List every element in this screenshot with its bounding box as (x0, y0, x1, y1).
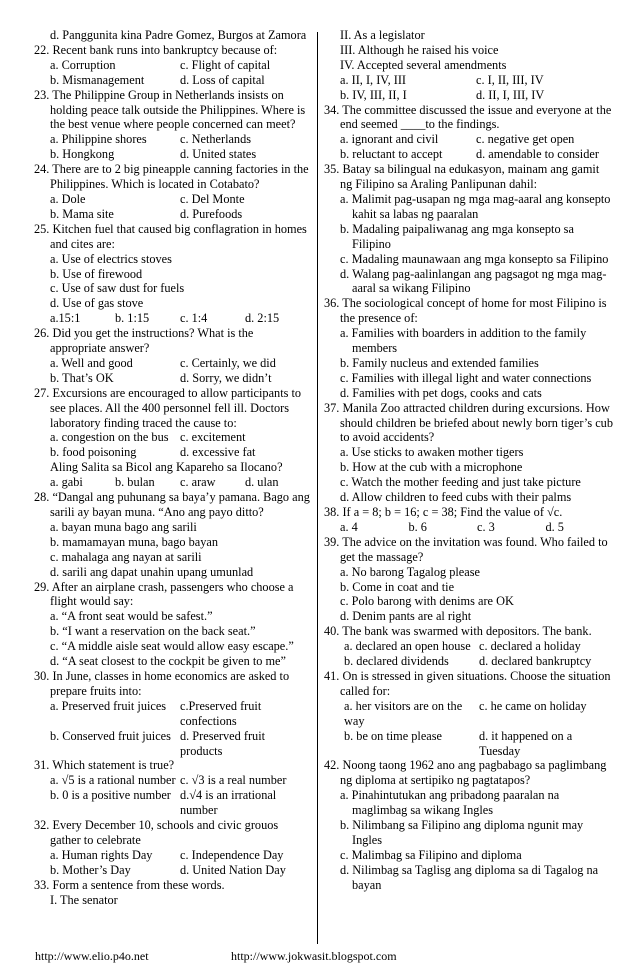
question-stem: 25. Kitchen fuel that caused big conflagration in homes and cites are: (34, 221, 307, 251)
answer-option: b. reluctant to accept (340, 147, 443, 162)
answer-options-row (34, 207, 310, 222)
answer-option: b. 6 (408, 519, 427, 534)
answer-option: d. declared bankruptcy (479, 654, 592, 669)
answer-option: a. Corruption (50, 57, 116, 72)
answer-options-row (324, 520, 614, 535)
answer-options-row (34, 73, 310, 88)
answer-option: c. Watch the mother feeding and just take picture (340, 475, 581, 490)
answer-option: d. Loss of capital (180, 72, 265, 87)
answer-option: c. he came on holiday (479, 698, 587, 713)
answer-options-row (324, 88, 614, 103)
answer-option: d. 5 (545, 519, 564, 534)
answer-options-row (34, 132, 310, 147)
question-stem: 33. Form a sentence from these words. (34, 877, 225, 892)
answer-option: b. Mother’s Day (50, 862, 131, 877)
answer-option: d. Use of gas stove (50, 296, 144, 311)
answer-option: a. bayan muna bago ang sarili (50, 519, 197, 534)
question-stem: 30. In June, classes in home economics are asked to prepare fruits into: (34, 668, 290, 698)
answer-option: c. excitement (180, 430, 246, 445)
answer-option: IV. Accepted several amendments (340, 57, 507, 72)
answer-option: b. bulan (115, 475, 155, 490)
answer-options-row (324, 639, 614, 654)
answer-option: b. Conserved fruit juices (50, 728, 171, 743)
answer-option: c. √3 is a real number (180, 773, 287, 788)
answer-option: d. United Nation Day (180, 862, 286, 877)
footer-left-url[interactable]: http://www.elio.p4o.net (35, 949, 149, 963)
question-stem: 24. There are to 2 big pineapple canning factories in the Philippines. Which is located in Cotabato? (34, 162, 309, 192)
answer-option: c. Flight of capital (180, 57, 271, 72)
answer-option: c. mahalaga ang nayan at sarili (50, 549, 202, 564)
answer-option: d. Purefoods (180, 206, 243, 221)
answer-option: d. Families with pet dogs, cooks and cats (340, 385, 542, 400)
answer-option: c. Use of saw dust for fuels (50, 281, 185, 296)
answer-option: I. The senator (50, 892, 118, 907)
answer-options-row (324, 654, 614, 669)
answer-options-row (324, 729, 614, 759)
question-stem: 41. On is stressed in given situations. Choose the situation called for: (324, 668, 611, 698)
answer-options-row (34, 430, 310, 445)
answer-options-row (34, 356, 310, 371)
answer-option: d. Sorry, we didn’t (180, 370, 272, 385)
answer-option: a. Human rights Day (50, 847, 153, 862)
question-stem: 26. Did you get the instructions? What is the appropriate answer? (34, 326, 254, 356)
question-stem: 34. The committee discussed the issue and everyone at the end seemed ____to the findings. (324, 102, 612, 132)
question-stem: 31. Which statement is true? (34, 758, 175, 773)
answer-option: c.Preserved fruit confections (180, 698, 262, 728)
answer-option: d. 2:15 (245, 311, 280, 326)
answer-option: a. her visitors are on the way (344, 698, 463, 728)
answer-options-row (34, 311, 310, 326)
answer-options-row (34, 475, 310, 490)
answer-option: b. IV, III, II, I (340, 87, 407, 102)
answer-option: b. Use of firewood (50, 266, 143, 281)
answer-option: d. II, I, III, IV (476, 87, 545, 102)
answer-option: b. “I want a reservation on the back seat.” (50, 624, 256, 639)
answer-option: d.√4 is an irrational number (180, 788, 277, 818)
question-stem: 40. The bank was swarmed with depositors. The bank. (324, 624, 592, 639)
answer-option: b. Mismanagement (50, 72, 145, 87)
answer-option: c. araw (180, 475, 216, 490)
question-stem: 29. After an airplane crash, passengers who choose a flight would say: (34, 579, 294, 609)
answer-option: a. Malimit pag-usapan ng mga mag-aaral ang konsepto kahit sa labas ng paaralan (340, 191, 611, 221)
answer-option: d. excessive fat (180, 445, 256, 460)
question-stem: 22. Recent bank runs into bankruptcy because of: (34, 42, 278, 57)
answer-option: c. Malimbag sa Filipino and diploma (340, 847, 522, 862)
question-stem: 27. Excursions are encouraged to allow participants to see places. All the 400 personnel fell ill. Doctors laboratory finding traced the cause to: (34, 385, 302, 430)
answer-option: c. Independence Day (180, 847, 284, 862)
answer-option: b. declared dividends (344, 654, 449, 669)
answer-option: III. Although he raised his voice (340, 42, 499, 57)
answer-option: b. food poisoning (50, 445, 137, 460)
answer-option: c. negative get open (476, 132, 575, 147)
answer-option: d. United states (180, 147, 257, 162)
answer-option: d. amendable to consider (476, 147, 599, 162)
answer-option: d. Denim pants are al right (340, 609, 472, 624)
answer-option: a. declared an open house (344, 639, 471, 654)
answer-option: a.15:1 (50, 311, 81, 326)
answer-option: a. II, I, IV, III (340, 72, 407, 87)
answer-option: a. Well and good (50, 355, 133, 370)
answer-option: a. Dole (50, 191, 86, 206)
answer-option: b. Hongkong (50, 147, 115, 162)
answer-options-row (34, 788, 310, 818)
answer-option: b. 0 is a positive number (50, 788, 171, 803)
answer-option: a. Philippine shores (50, 132, 147, 147)
answer-options-row (34, 699, 310, 729)
answer-options-row (34, 371, 310, 386)
answer-option: c. Polo barong with denims are OK (340, 594, 514, 609)
answer-options-row (34, 192, 310, 207)
answer-option: d. Walang pag-aalinlangan ang pagsagot ng mga mag-aaral sa wikang Filipino (340, 266, 607, 296)
answer-option: a. congestion on the bus (50, 430, 169, 445)
answer-option: a. Use sticks to awaken mother tigers (340, 445, 524, 460)
answer-options-row (324, 699, 614, 729)
right-column (324, 28, 614, 893)
answer-option: II. As a legislator (340, 28, 425, 42)
answer-option: d. Allow children to feed cubs with their palms (340, 490, 572, 505)
answer-option: b. Come in coat and tie (340, 579, 455, 594)
question-stem: 36. The sociological concept of home for most Filipino is the presence of: (324, 296, 607, 326)
answer-option: b. That’s OK (50, 370, 114, 385)
answer-option: b. 1:15 (115, 311, 150, 326)
answer-option: c. 3 (477, 519, 495, 534)
question-stem: 38. If a = 8; b = 16; c = 38; Find the value of √c. (324, 505, 563, 519)
answer-option: b. How at the cub with a microphone (340, 460, 523, 475)
answer-option: a. “A front seat would be safest.” (50, 609, 213, 624)
answer-option: c. Families with illegal light and water connections (340, 370, 592, 385)
answer-option: b. Madaling paipaliwanag ang mga konsepto sa Filipino (340, 221, 574, 251)
answer-option: d. “A seat closest to the cockpit be given to me” (50, 654, 286, 669)
answer-option: b. Mama site (50, 206, 114, 221)
answer-option: a. Use of electrics stoves (50, 251, 172, 266)
answer-options-row (34, 147, 310, 162)
question-stem: 28. “Dangal ang puhunang sa baya’y pamana. Bago ang sarili ay bayan muna. “Ano ang payo ditto? (34, 490, 310, 519)
answer-options-row (324, 147, 614, 162)
answer-option: c. Del Monte (180, 191, 245, 206)
answer-option: c. declared a holiday (479, 639, 581, 654)
answer-options-row (34, 848, 310, 863)
answer-option: b. be on time please (344, 728, 443, 743)
answer-option: d. ulan (245, 475, 279, 490)
answer-options-row (324, 73, 614, 88)
answer-option: d. Preserved fruit products (180, 728, 266, 758)
answer-options-row (324, 132, 614, 147)
answer-options-row (34, 445, 310, 460)
answer-option: a. 4 (340, 519, 358, 534)
answer-option: a. Preserved fruit juices (50, 698, 167, 713)
question-stem: 42. Noong taong 1962 ano ang pagbabago sa paglimbang ng diploma at sertipiko ng pagtatapos? (324, 758, 607, 788)
answer-option: c. Certainly, we did (180, 355, 276, 370)
question-stem: 37. Manila Zoo attracted children during excursions. How should children be briefed about newly born tiger’s cub to avoid accidents? (324, 400, 613, 445)
footer-right-url[interactable]: http://www.jokwasit.blogspot.com (231, 949, 397, 963)
answer-option: c. Madaling maunawaan ang mga konsepto sa Filipino (340, 251, 609, 266)
question-stem: 32. Every December 10, schools and civic grouos gather to celebrate (34, 818, 279, 847)
answer-option: b. Nilimbang sa Filipino ang diploma ngunit may Ingles (340, 818, 584, 847)
answer-option: a. √5 is a rational number (50, 773, 176, 788)
answer-option: b. mamamayan muna, bago bayan (50, 534, 219, 549)
answer-options-row (34, 863, 310, 878)
answer-option: a. No barong Tagalog please (340, 564, 480, 579)
answer-option: c. I, II, III, IV (476, 72, 544, 87)
answer-option: c. “A middle aisle seat would allow easy escape.” (50, 639, 294, 654)
answer-option: d. Panggunita kina Padre Gomez, Burgos at Zamora (50, 28, 307, 42)
answer-options-row (34, 773, 310, 788)
column-divider (317, 32, 318, 944)
question-stem: 35. Batay sa bilingual na edukasyon, mainam ang gamit ng Filipino sa Araling Panlipunan dahil: (324, 162, 600, 192)
answer-option: a. Pinahintutukan ang pribadong paaralan na maglimbag sa wikang Ingles (340, 788, 560, 818)
answer-option: d. it happened on a Tuesday (479, 728, 573, 758)
answer-option: a. ignorant and civil (340, 132, 439, 147)
question-stem: 39. The advice on the invitation was found. Who failed to get the massage? (324, 534, 608, 564)
question-stem: Aling Salita sa Bicol ang Kapareho sa Ilocano? (50, 460, 283, 475)
answer-options-row (34, 58, 310, 73)
answer-option: d. Nilimbag sa Taglisg ang diploma sa di Tagalog na bayan (340, 862, 599, 892)
answer-option: a. gabi (50, 475, 83, 490)
answer-option: a. Families with boarders in addition to the family members (340, 326, 587, 356)
answer-option: b. Family nucleus and extended families (340, 355, 539, 370)
question-stem: 23. The Philippine Group in Netherlands insists on holding peace talk outside the Philippines. Where is the best venue where people concerned can meet? (34, 87, 306, 132)
left-column (34, 28, 310, 907)
answer-option: c. Netherlands (180, 132, 252, 147)
answer-options-row (34, 729, 310, 759)
answer-option: d. sarili ang dapat unahin upang umunlad (50, 564, 254, 579)
answer-option: c. 1:4 (180, 311, 208, 326)
